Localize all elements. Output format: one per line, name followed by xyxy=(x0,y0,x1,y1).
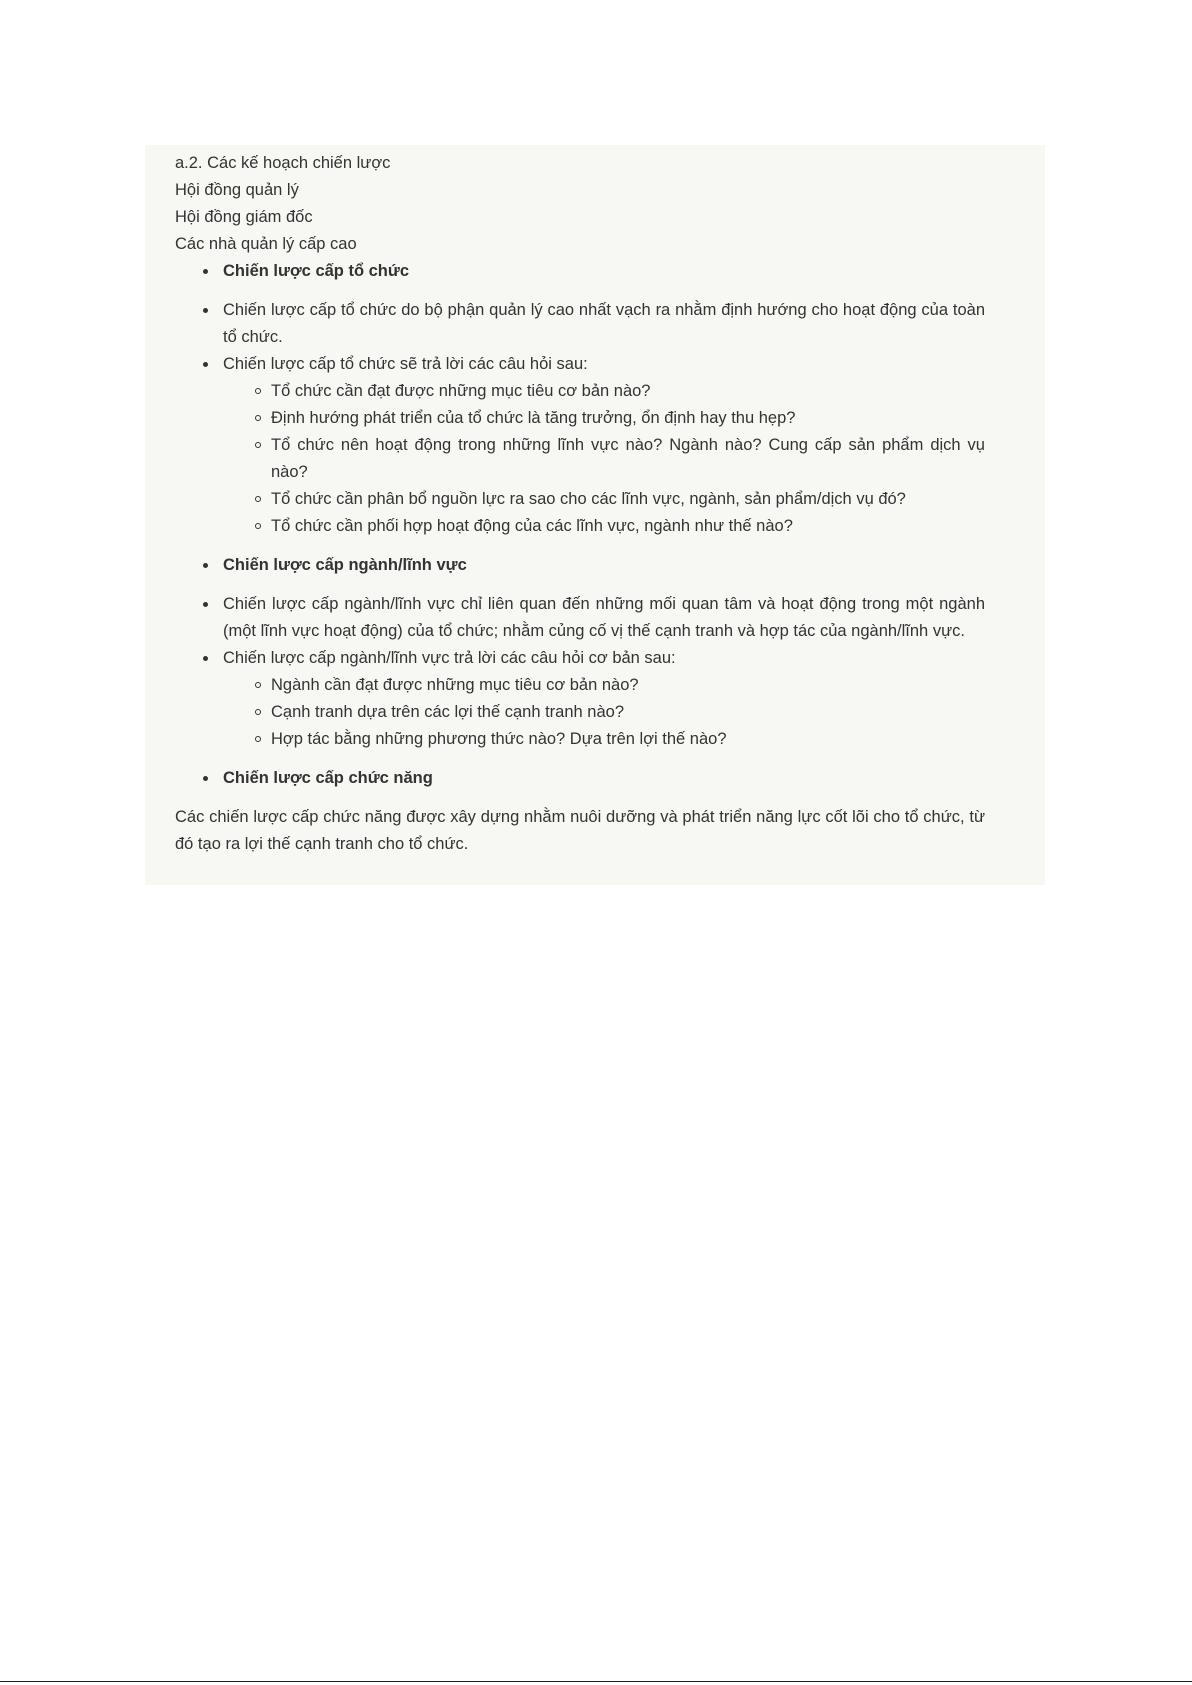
list-item xyxy=(223,591,985,645)
content-box xyxy=(145,145,1045,885)
page-bottom-rule xyxy=(0,1681,1192,1682)
sub-list-item: Định hướng phát triển của tổ chức là tăng trưởng, ổn định hay thu hẹp? xyxy=(271,405,985,432)
list-item xyxy=(223,351,985,540)
heading-industry-strategy: Chiến lược cấp ngành/lĩnh vực xyxy=(223,552,985,579)
sub-list-item: Tổ chức nên hoạt động trong những lĩnh vực nào? Ngành nào? Cung cấp sản phẩm dịch vụ nào? xyxy=(271,432,985,486)
section-title: a.2. Các kế hoạch chiến lược xyxy=(175,154,391,172)
sub-list-item: Tổ chức cần đạt được những mục tiêu cơ bản nào? xyxy=(271,378,985,405)
sub-list xyxy=(223,672,985,753)
sub-list-item: Cạnh tranh dựa trên các lợi thế cạnh tranh nào? xyxy=(271,699,985,726)
heading-organization-strategy: Chiến lược cấp tổ chức xyxy=(223,258,985,285)
item-text: Chiến lược cấp tổ chức sẽ trả lời các câu hỏi sau: xyxy=(223,355,588,373)
item-text: Chiến lược cấp tổ chức do bộ phận quản lý cao nhất vạch ra nhằm định hướng cho hoạt động của toàn tổ chức. xyxy=(223,301,985,346)
intro-line-1: Hội đồng quản lý xyxy=(175,181,299,199)
sub-list-item: Hợp tác bằng những phương thức nào? Dựa trên lợi thế nào? xyxy=(271,726,985,753)
item-text: Chiến lược cấp ngành/lĩnh vực chỉ liên quan đến những mối quan tâm và hoạt động trong một ngành (một lĩnh vực hoạt động) của tổ chức; nhằm củng cố vị thế cạnh tranh và hợp tác của ngành/lĩnh vực. xyxy=(223,595,985,640)
sub-list-item: Tổ chức cần phân bổ nguồn lực ra sao cho các lĩnh vực, ngành, sản phẩm/dịch vụ đó? xyxy=(271,486,985,513)
sub-list xyxy=(223,378,985,540)
list-item xyxy=(223,297,985,351)
intro-line-2: Hội đồng giám đốc xyxy=(175,208,313,226)
strategy-list xyxy=(175,258,985,792)
list-item xyxy=(223,645,985,753)
sub-list-item: Ngành cần đạt được những mục tiêu cơ bản nào? xyxy=(271,672,985,699)
item-text: Chiến lược cấp ngành/lĩnh vực trả lời các câu hỏi cơ bản sau: xyxy=(223,649,676,667)
closing-paragraph: Các chiến lược cấp chức năng được xây dựng nhằm nuôi dưỡng và phát triển năng lực cốt lõi cho tổ chức, từ đó tạo ra lợi thế cạnh tranh cho tổ chức. xyxy=(175,808,985,853)
intro-line-3: Các nhà quản lý cấp cao xyxy=(175,235,357,253)
sub-list-item: Tổ chức cần phối hợp hoạt động của các lĩnh vực, ngành như thế nào? xyxy=(271,513,985,540)
heading-functional-strategy: Chiến lược cấp chức năng xyxy=(223,765,985,792)
